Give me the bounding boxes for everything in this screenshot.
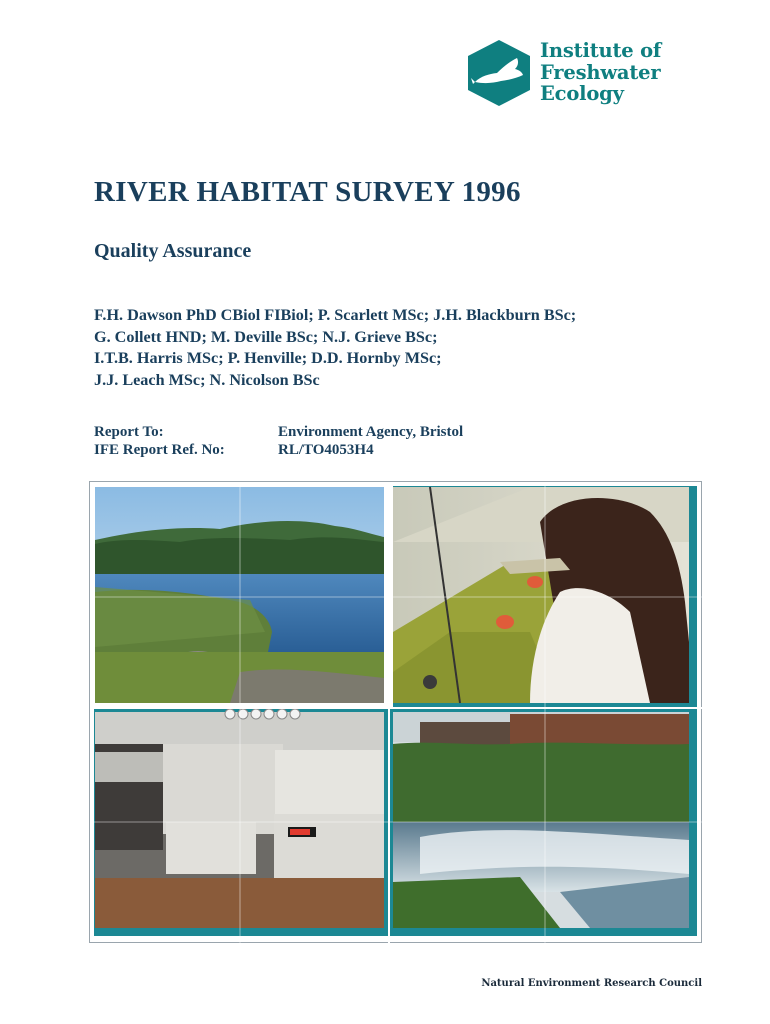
author-line: I.T.B. Harris MSc; P. Henville; D.D. Hornby MSc; (94, 349, 442, 367)
report-ref-label: IFE Report Ref. No: (94, 442, 225, 458)
author-list (94, 305, 576, 391)
report-to-value: Environment Agency, Bristol (278, 424, 464, 440)
author-line: F.H. Dawson PhD CBiol FIBiol; P. Scarlett MSc; J.H. Blackburn BSc; (94, 306, 577, 324)
ife-logo (467, 40, 667, 110)
logo-line-2: Freshwater (540, 60, 661, 84)
report-subtitle: Quality Assurance (94, 240, 252, 262)
report-to-label: Report To: (94, 424, 164, 440)
laboratory-photo (393, 487, 689, 703)
lab-equipment-photo (95, 709, 384, 928)
river-weir-photo (393, 712, 689, 928)
lake-photo (95, 487, 384, 703)
logo-line-1: Institute of (540, 39, 662, 62)
logo-line-3: Ecology (540, 82, 624, 105)
report-ref-value: RL/TO4053H4 (278, 442, 374, 458)
author-line: J.J. Leach MSc; N. Nicolson BSc (94, 370, 320, 389)
publisher-footer: Natural Environment Research Council (481, 978, 702, 989)
report-title: RIVER HABITAT SURVEY 1996 (94, 176, 521, 208)
author-line: G. Collett HND; M. Deville BSc; N.J. Grieve BSc; (94, 327, 438, 346)
photo-collage (89, 481, 702, 943)
report-meta (94, 423, 463, 459)
fish-icon (467, 40, 531, 106)
